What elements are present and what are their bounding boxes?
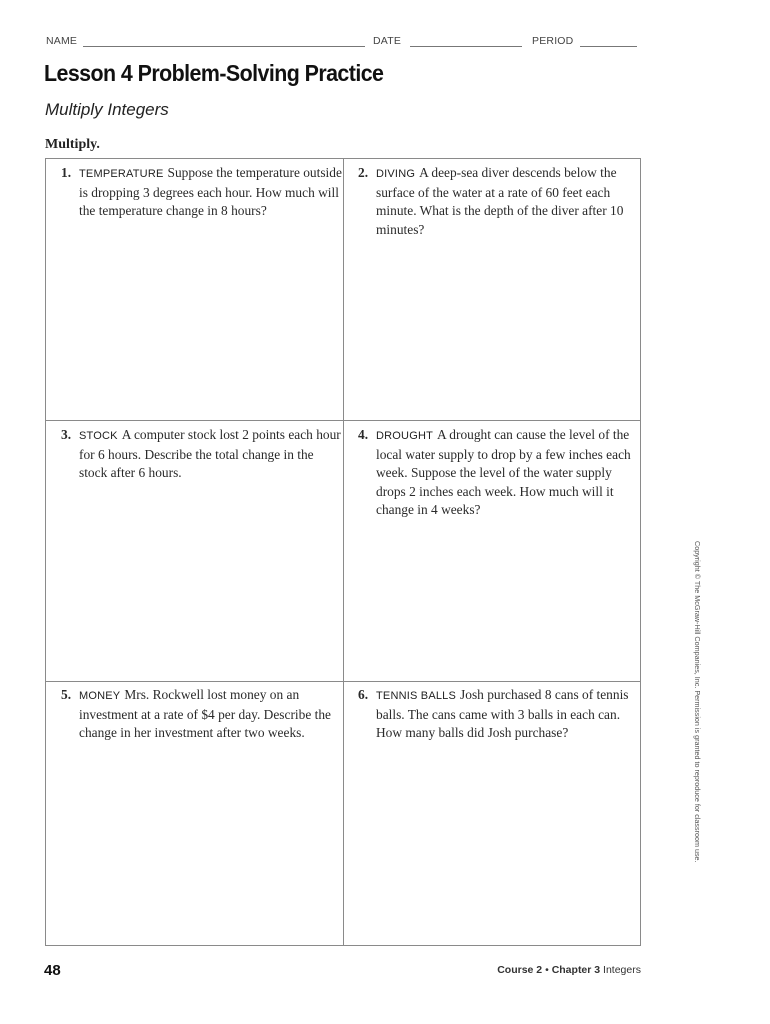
problem-number: 5. xyxy=(61,687,72,702)
footer-separator: • xyxy=(545,964,549,976)
header-fields xyxy=(46,35,638,49)
problem-topic: DIVING xyxy=(376,168,416,180)
page-title: Lesson 4 Problem-Solving Practice xyxy=(44,60,384,86)
problem-4 xyxy=(358,426,638,520)
footer-chapter-title: Integers xyxy=(603,964,641,976)
column-divider xyxy=(343,159,344,945)
problem-text: A drought can cause the level of the local water supply to drop by a few inches each week. Suppose the level of the water supply drops 2 inches each week. How much will it change in 4 weeks? xyxy=(376,427,631,518)
problem-6 xyxy=(358,686,638,743)
instruction: Multiply. xyxy=(45,137,100,152)
period-label: PERIOD xyxy=(532,35,574,47)
problem-5 xyxy=(61,686,343,743)
problem-number: 6. xyxy=(358,687,369,702)
page-subtitle: Multiply Integers xyxy=(45,100,169,119)
problem-number: 3. xyxy=(61,427,72,442)
page-number: 48 xyxy=(44,962,61,979)
problem-number: 1. xyxy=(61,165,72,180)
date-line xyxy=(410,46,522,47)
page-footer xyxy=(497,964,641,976)
problem-text: Mrs. Rockwell lost money on an investment at a rate of $4 per day. Describe the change in her investment after two weeks. xyxy=(79,687,331,741)
name-line xyxy=(83,46,365,47)
copyright-notice xyxy=(692,541,706,881)
problem-topic: STOCK xyxy=(79,430,118,442)
problem-number: 4. xyxy=(358,427,369,442)
problem-topic: MONEY xyxy=(79,690,121,702)
problem-1 xyxy=(61,164,343,221)
problem-number: 2. xyxy=(358,165,369,180)
problem-grid xyxy=(45,158,641,946)
problem-2 xyxy=(358,164,638,239)
problem-text: A computer stock lost 2 points each hour for 6 hours. Describe the total change in the stock after 6 hours. xyxy=(79,427,341,481)
problem-text: Josh purchased 8 cans of tennis balls. The cans came with 3 balls in each can. How many balls did Josh purchase? xyxy=(376,687,629,741)
date-label: DATE xyxy=(373,35,402,47)
footer-course: Course 2 xyxy=(497,964,543,976)
copyright-text: Copyright © The McGraw-Hill Companies, Inc. Permission is granted to reproduce for classroom use. xyxy=(693,541,702,863)
name-label: NAME xyxy=(46,35,78,47)
problem-topic: TEMPERATURE xyxy=(79,168,164,180)
row-divider xyxy=(46,420,640,421)
problem-topic: TENNIS BALLS xyxy=(376,690,457,702)
footer-chapter: Chapter 3 xyxy=(551,964,601,976)
problem-topic: DROUGHT xyxy=(376,430,434,442)
row-divider xyxy=(46,681,640,682)
problem-text: A deep-sea diver descends below the surface of the water at a rate of 60 feet each minute. What is the depth of the diver after 10 minutes? xyxy=(376,165,624,237)
problem-3 xyxy=(61,426,343,483)
problem-text: Suppose the temperature outside is dropping 3 degrees each hour. How much will the temperature change in 8 hours? xyxy=(79,165,342,219)
period-line xyxy=(580,46,637,47)
